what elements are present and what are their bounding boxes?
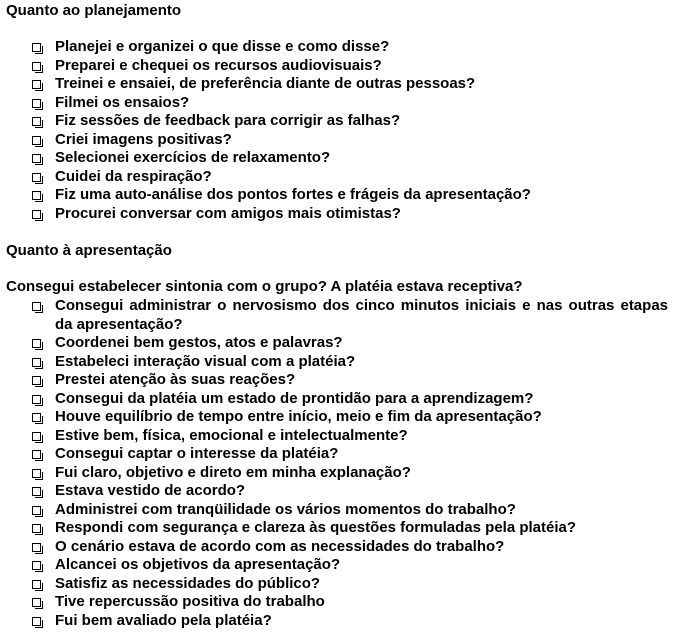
presentation-item-label: Consegui administrar o nervosismo dos cinco minutos iniciais e nas outras etapas da apresentação? — [55, 297, 668, 333]
planning-item[interactable] — [0, 149, 531, 168]
presentation-item[interactable] — [0, 482, 668, 501]
planning-item-label: Criei imagens positivas? — [55, 130, 232, 148]
planning-checklist — [0, 38, 531, 223]
checkbox-icon[interactable] — [32, 395, 41, 404]
presentation-item-label: Coordenei bem gestos, atos e palavras? — [55, 334, 343, 351]
presentation-item[interactable] — [0, 427, 668, 446]
presentation-item[interactable] — [0, 501, 668, 520]
presentation-item-label: Alcancei os objetivos da apresentação? — [55, 556, 341, 573]
checkbox-icon[interactable] — [32, 358, 41, 367]
planning-item[interactable] — [0, 168, 531, 187]
planning-item[interactable] — [0, 205, 531, 224]
presentation-item[interactable] — [0, 334, 668, 353]
checkbox-icon[interactable] — [32, 43, 41, 52]
presentation-item[interactable] — [0, 445, 668, 464]
presentation-checklist — [0, 297, 668, 630]
presentation-item-label: Prestei atenção às suas reações? — [55, 371, 296, 388]
presentation-item-label: Estabeleci interação visual com a platéia? — [55, 352, 356, 370]
presentation-item-label: Consegui da platéia um estado de prontidão para a aprendizagem? — [55, 389, 534, 407]
presentation-heading: Quanto à apresentação — [6, 242, 172, 259]
checkbox-icon[interactable] — [32, 210, 41, 219]
checkbox-icon[interactable] — [32, 450, 41, 459]
presentation-item-label: Estava vestido de acordo? — [55, 482, 246, 499]
planning-item[interactable] — [0, 131, 531, 150]
checkbox-icon[interactable] — [32, 506, 41, 515]
presentation-item[interactable] — [0, 593, 668, 612]
planning-item-label: Fiz sessões de feedback para corrigir as falhas? — [55, 112, 401, 129]
checkbox-icon[interactable] — [32, 62, 41, 71]
planning-item-label: Procurei conversar com amigos mais otimistas? — [55, 204, 401, 222]
presentation-item-label: Consegui captar o interesse da platéia? — [55, 445, 339, 462]
checkbox-icon[interactable] — [32, 136, 41, 145]
planning-item-label: Cuidei da respiração? — [55, 167, 212, 185]
presentation-item-label: Respondi com segurança e clareza às questões formuladas pela platéia? — [55, 519, 577, 536]
presentation-item-label: O cenário estava de acordo com as necessidades do trabalho? — [55, 537, 505, 555]
checkbox-icon[interactable] — [32, 543, 41, 552]
planning-item[interactable] — [0, 38, 531, 57]
planning-item-label: Preparei e chequei os recursos audiovisuais? — [55, 56, 382, 74]
presentation-item-label: Administrei com tranqüilidade os vários momentos do trabalho? — [55, 500, 516, 518]
planning-heading: Quanto ao planejamento — [6, 2, 182, 19]
planning-item[interactable] — [0, 94, 531, 113]
presentation-item[interactable] — [0, 556, 668, 575]
planning-item[interactable] — [0, 57, 531, 76]
checkbox-icon[interactable] — [32, 302, 41, 311]
presentation-item[interactable] — [0, 575, 668, 594]
checkbox-icon[interactable] — [32, 469, 41, 478]
planning-item-label: Fiz uma auto-análise dos pontos fortes e frágeis da apresentação? — [55, 186, 531, 203]
planning-item[interactable] — [0, 112, 531, 131]
presentation-item-label: Houve equilíbrio de tempo entre início, meio e fim da apresentação? — [55, 408, 542, 425]
presentation-item-label: Fui bem avaliado pela platéia? — [55, 611, 272, 629]
planning-item[interactable] — [0, 75, 531, 94]
presentation-item[interactable] — [0, 408, 668, 427]
checkbox-icon[interactable] — [32, 376, 41, 385]
checkbox-icon[interactable] — [32, 561, 41, 570]
planning-item-label: Filmei os ensaios? — [55, 93, 190, 111]
checkbox-icon[interactable] — [32, 413, 41, 422]
presentation-item[interactable] — [0, 612, 668, 631]
presentation-intro: Consegui estabelecer sintonia com o grupo? A platéia estava receptiva? — [6, 278, 523, 295]
checkbox-icon[interactable] — [32, 617, 41, 626]
checkbox-icon[interactable] — [32, 154, 41, 163]
checkbox-icon[interactable] — [32, 80, 41, 89]
checkbox-icon[interactable] — [32, 432, 41, 441]
checkbox-icon[interactable] — [32, 191, 41, 200]
presentation-item-label: Estive bem, física, emocional e intelectualmente? — [55, 426, 408, 444]
planning-item-label: Treinei e ensaiei, de preferência diante de outras pessoas? — [55, 75, 476, 92]
presentation-item-label: Satisfiz as necessidades do público? — [55, 574, 321, 592]
presentation-item[interactable] — [0, 371, 668, 390]
presentation-item[interactable] — [0, 464, 668, 483]
planning-item[interactable] — [0, 186, 531, 205]
presentation-item-label: Tive repercussão positiva do trabalho — [55, 593, 325, 610]
presentation-item[interactable] — [0, 390, 668, 409]
presentation-item[interactable] — [0, 297, 668, 334]
planning-item-label: Planejei e organizei o que disse e como disse? — [55, 38, 390, 55]
presentation-item[interactable] — [0, 353, 668, 372]
presentation-item[interactable] — [0, 519, 668, 538]
planning-item-label: Selecionei exercícios de relaxamento? — [55, 149, 331, 166]
checkbox-icon[interactable] — [32, 598, 41, 607]
checkbox-icon[interactable] — [32, 173, 41, 182]
checkbox-icon[interactable] — [32, 99, 41, 108]
checkbox-icon[interactable] — [32, 339, 41, 348]
checkbox-icon[interactable] — [32, 580, 41, 589]
presentation-item[interactable] — [0, 538, 668, 557]
checkbox-icon[interactable] — [32, 487, 41, 496]
presentation-item-label: Fui claro, objetivo e direto em minha explanação? — [55, 463, 411, 481]
checkbox-icon[interactable] — [32, 524, 41, 533]
checkbox-icon[interactable] — [32, 117, 41, 126]
